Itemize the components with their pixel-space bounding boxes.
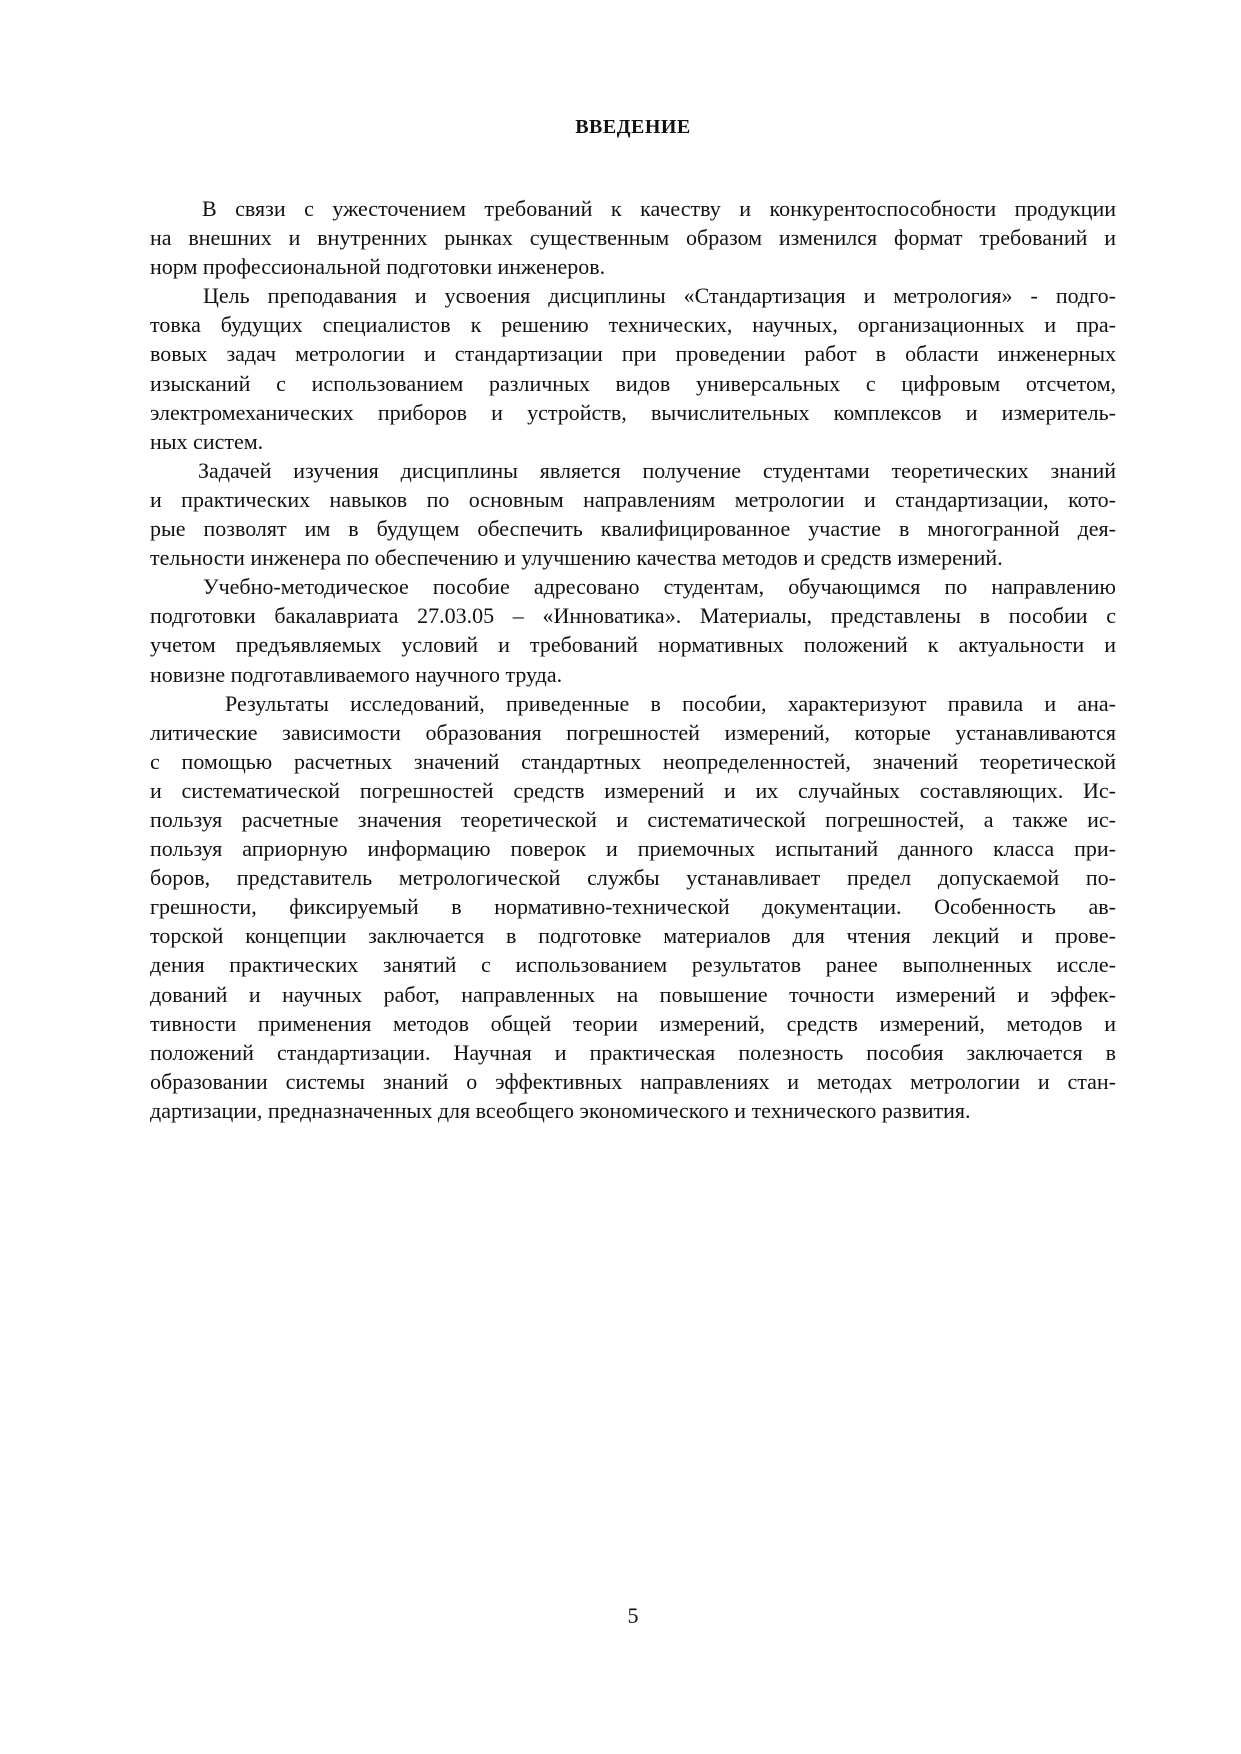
text-line: Учебно-методическое пособие адресовано студентам, обучающимся по направлению bbox=[203, 574, 1116, 600]
text-line: и практических навыков по основным направлениям метрологии и стандартизации, кото- bbox=[150, 486, 1116, 512]
text-line: грешности, фиксируемый в нормативно-технической документации. Особенность ав- bbox=[150, 894, 1116, 920]
text-line: дований и научных работ, направленных на повышение точности измерений и эффек- bbox=[150, 981, 1116, 1007]
page-number: 5 bbox=[627, 1603, 639, 1628]
text-line: с помощью расчетных значений стандартных неопределенностей, значений теоретической bbox=[150, 748, 1116, 774]
text-line: тивности применения методов общей теории измерений, средств измерений, методов и bbox=[150, 1010, 1116, 1036]
text-line: Задачей изучения дисциплины является получение студентами теоретических знаний bbox=[198, 457, 1116, 483]
text-line: вовых задач метрологии и стандартизации при проведении работ в области инженерных bbox=[150, 341, 1116, 367]
paragraph-1 bbox=[150, 194, 1116, 281]
paragraph-3 bbox=[150, 456, 1116, 572]
text-line: Цель преподавания и усвоения дисциплины «Стандартизация и метрология» - подго- bbox=[203, 283, 1116, 309]
text-line: новизне подготавливаемого научного труда. bbox=[150, 661, 563, 687]
paragraph-5 bbox=[150, 689, 1116, 1125]
text-line: электромеханических приборов и устройств, вычислительных комплексов и измеритель- bbox=[150, 399, 1116, 425]
text-line: образовании системы знаний о эффективных направлениях и методах метрологии и стан- bbox=[150, 1068, 1116, 1094]
text-line: пользуя априорную информацию поверок и приемочных испытаний данного класса при- bbox=[150, 836, 1116, 862]
text-line: дартизации, предназначенных для всеобщего экономического и технического развития. bbox=[150, 1097, 971, 1123]
text-line: товка будущих специалистов к решению технических, научных, организационных и пра- bbox=[150, 312, 1116, 338]
text-line: на внешних и внутренних рынках существенным образом изменился формат требований и bbox=[150, 225, 1116, 251]
body-text bbox=[150, 194, 1116, 1125]
text-line: и систематической погрешностей средств измерений и их случайных составляющих. Ис- bbox=[150, 777, 1116, 803]
text-line: рые позволят им в будущем обеспечить квалифицированное участие в многогранной дея- bbox=[150, 516, 1116, 542]
text-line: ных систем. bbox=[150, 428, 264, 454]
text-line: учетом предъявляемых условий и требований нормативных положений к актуальности и bbox=[150, 632, 1116, 658]
section-heading: ВВЕДЕНИЕ bbox=[575, 116, 691, 138]
text-line: боров, представитель метрологической службы устанавливает предел допускаемой по- bbox=[150, 865, 1116, 891]
text-line: изысканий с использованием различных видов универсальных с цифровым отсчетом, bbox=[150, 370, 1116, 396]
text-line: дения практических занятий с использованием результатов ранее выполненных иссле- bbox=[150, 952, 1116, 978]
text-line: положений стандартизации. Научная и практическая полезность пособия заключается в bbox=[150, 1039, 1116, 1065]
text-line: В связи с ужесточением требований к качеству и конкурентоспособности продукции bbox=[202, 196, 1116, 221]
text-line: подготовки бакалавриата 27.03.05 – «Инноватика». Материалы, представлены в пособии с bbox=[150, 603, 1116, 629]
paragraph-4 bbox=[150, 572, 1116, 688]
text-line: литические зависимости образования погрешностей измерений, которые устанавливаются bbox=[150, 719, 1116, 745]
text-line: Результаты исследований, приведенные в пособии, характеризуют правила и ана- bbox=[225, 690, 1116, 716]
paragraph-2 bbox=[150, 281, 1116, 456]
text-line: торской концепции заключается в подготовке материалов для чтения лекций и прове- bbox=[150, 923, 1116, 949]
text-line: норм профессиональной подготовки инженеров. bbox=[150, 254, 606, 280]
text-line: пользуя расчетные значения теоретической и систематической погрешностей, а также ис- bbox=[150, 806, 1116, 832]
text-line: тельности инженера по обеспечению и улучшению качества методов и средств измерений. bbox=[150, 545, 1003, 571]
